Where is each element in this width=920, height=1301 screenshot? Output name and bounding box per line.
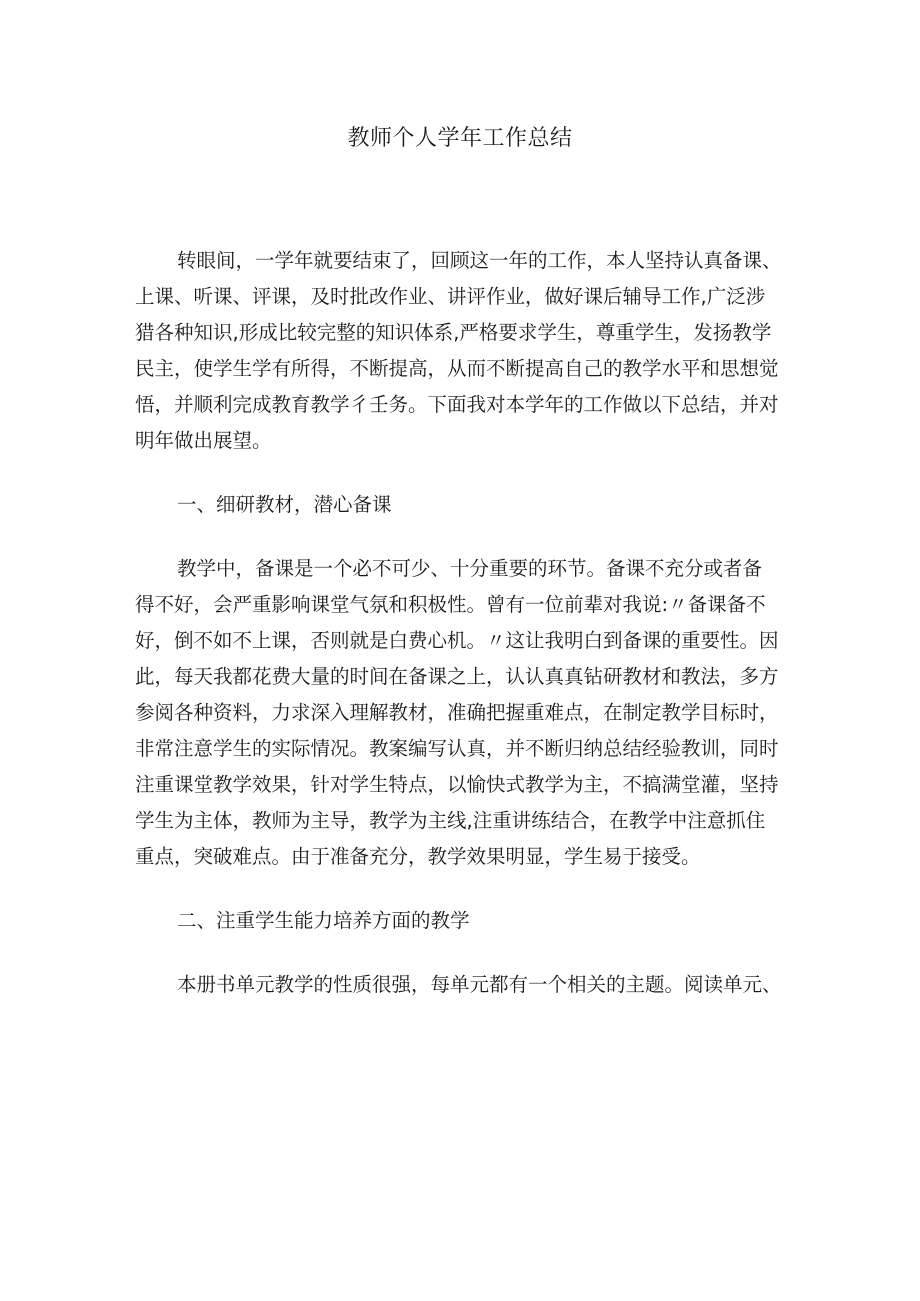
section-heading-1: 一、细研教材，潜心备课 [177,493,392,516]
paragraph-line: 本册书单元教学的性质很强，每单元都有一个相关的主题。阅读单元、 [177,973,782,996]
section-heading-2: 二、注重学生能力培养方面的教学 [177,909,470,932]
section1-paragraph [135,551,805,875]
document-body [135,243,805,1003]
paragraph-line: 学生为主体，教师为主导，教学为主线,注重讲练结合，在教学中注意抓住 [135,809,766,832]
paragraph-gap [135,939,805,967]
paragraph-line: 注重课堂教学效果，针对学生特点，以愉快式教学为主，不搞满堂灌，坚持 [135,773,779,796]
paragraph-line: 教学中，备课是一个必不可少、十分重要的环节。备课不充分或者备 [177,557,763,580]
document-title: 教师个人学年工作总结 [347,126,573,151]
paragraph-line: 非常注意学生的实际情况。教案编写认真，并不断归纳总结经验教训，同时 [135,737,779,760]
paragraph-line: 重点，突破难点。由于准备充分，教学效果明显，学生易于接受。 [135,845,701,868]
paragraph-gap [135,523,805,551]
paragraph-line: 悟，并顺利完成教育教学彳壬务。下面我对本学年的工作做以下总结，并对 [135,393,779,416]
intro-paragraph [135,243,805,459]
paragraph-line: 明年做出展望。 [135,429,272,452]
paragraph-line: 得不好，会严重影响课堂气氛和积极性。曾有一位前辈对我说:〃备课备不 [135,593,766,616]
paragraph-line: 民主，使学生学有所得，不断提高，从而不断提高自己的教学水平和思想觉 [135,357,779,380]
paragraph-line: 转眼间，一学年就要结束了，回顾这一年的工作，本人坚持认真备课、 [177,249,782,272]
paragraph-line: 猎各种知识,形成比较完整的知识体系,严格要求学生，尊重学生，发扬教学 [135,321,772,344]
paragraph-line: 参阅各种资料，力求深入理解教材，准确把握重难点，在制定教学目标时， [135,701,779,724]
paragraph-line: 此，每天我都花费大量的时间在备课之上，认认真真钻研教材和教法，多方 [135,665,779,688]
section2-paragraph [135,967,805,1003]
paragraph-gap [135,459,805,487]
paragraph-line: 上课、听课、评课，及时批改作业、讲评作业，做好课后辅导工作,广泛涉 [135,285,766,308]
paragraph-gap [135,875,805,903]
paragraph-line: 好，倒不如不上课，否则就是白费心机。〃这让我明白到备课的重要性。因 [135,629,779,652]
